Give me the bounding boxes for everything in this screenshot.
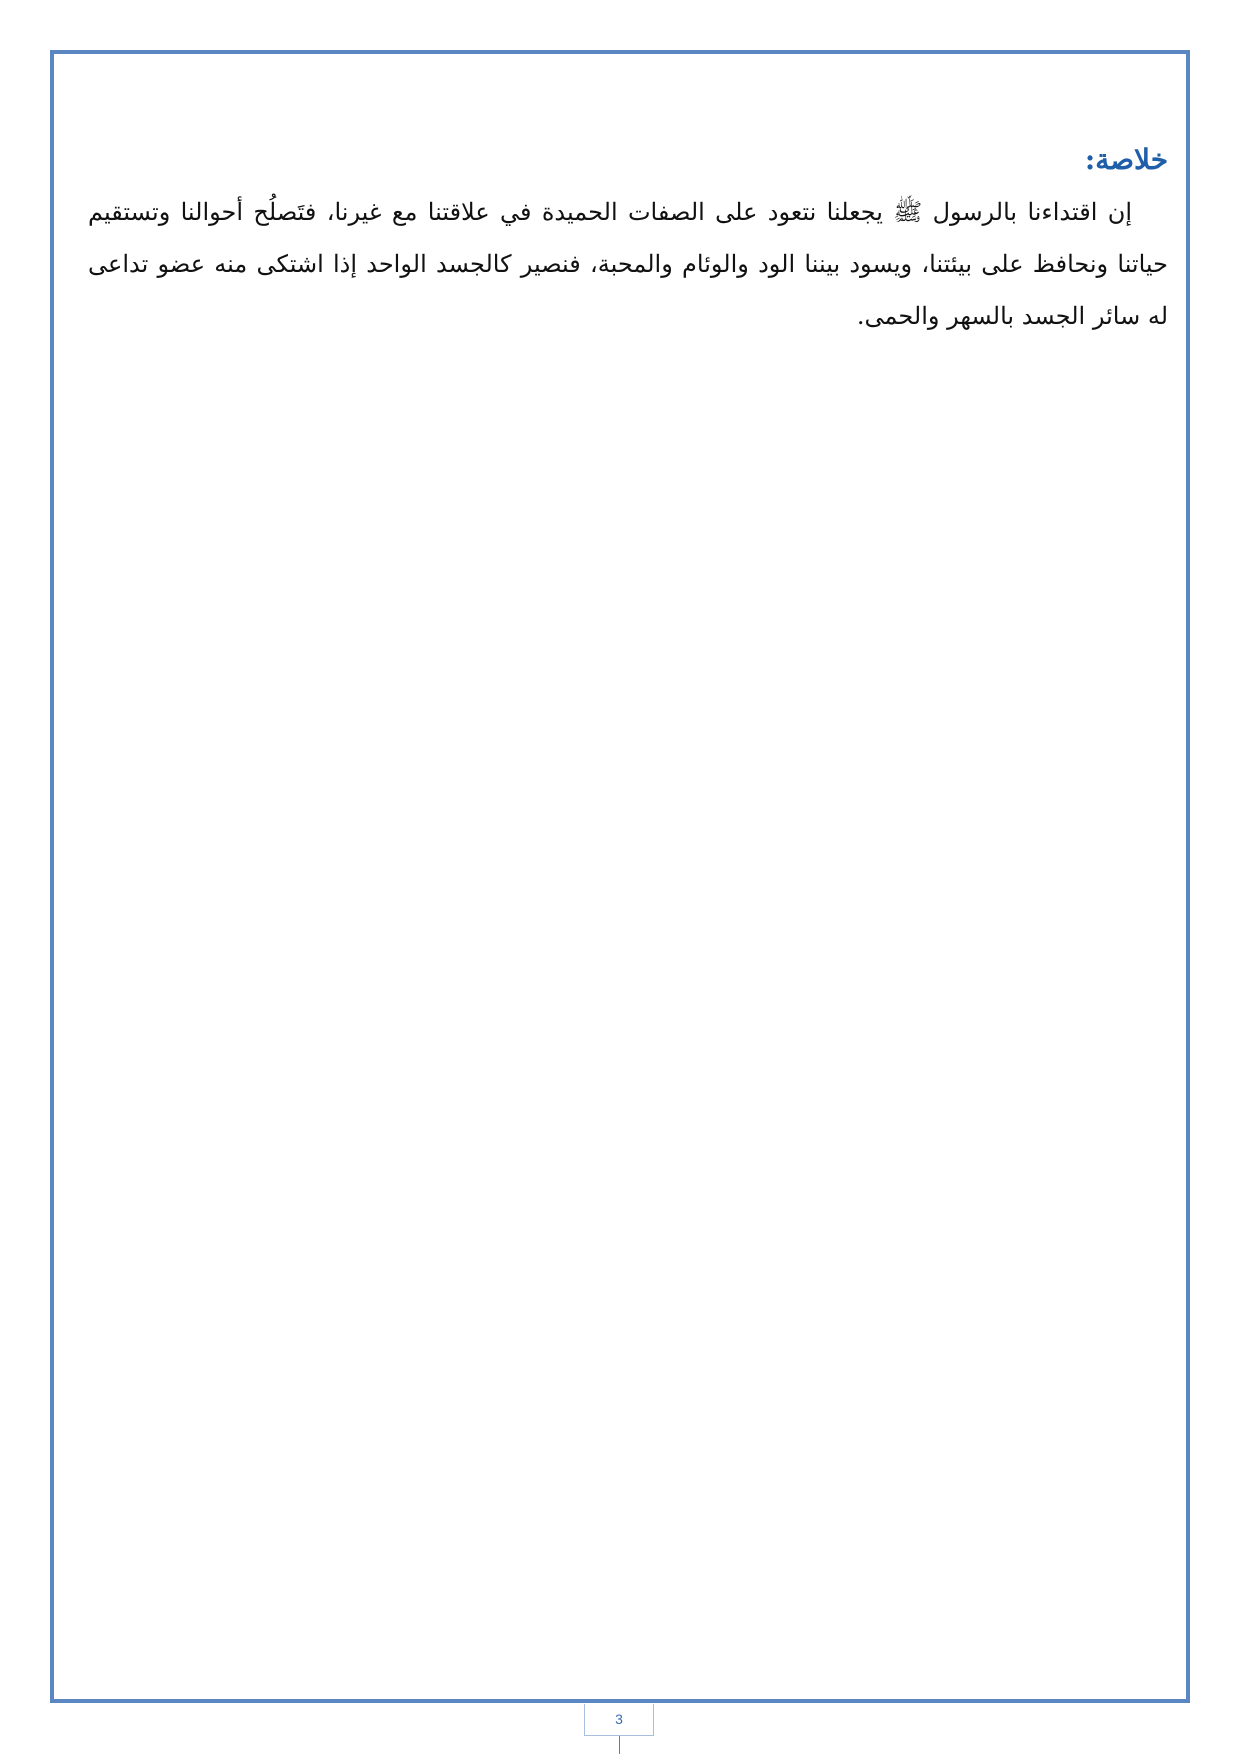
page-number: 3 bbox=[584, 1704, 654, 1736]
document-body bbox=[88, 140, 1168, 342]
page-number-connector bbox=[619, 1736, 620, 1754]
section-heading: خلاصة: bbox=[1084, 143, 1168, 176]
summary-paragraph: إن اقتداءنا بالرسول ﷺ يجعلنا نتعود على الصفات الحميدة في علاقتنا مع غيرنا، فتَصلُح أحوالنا وتستقيم حياتنا ونحافظ على بيئتنا، ويسود بيننا الود والوئام والمحبة، فنصير كالجسد الواحد إذا اشتكى منه عضو تداعى له سائر الجسد بالسهر والحمى. bbox=[88, 198, 1168, 330]
